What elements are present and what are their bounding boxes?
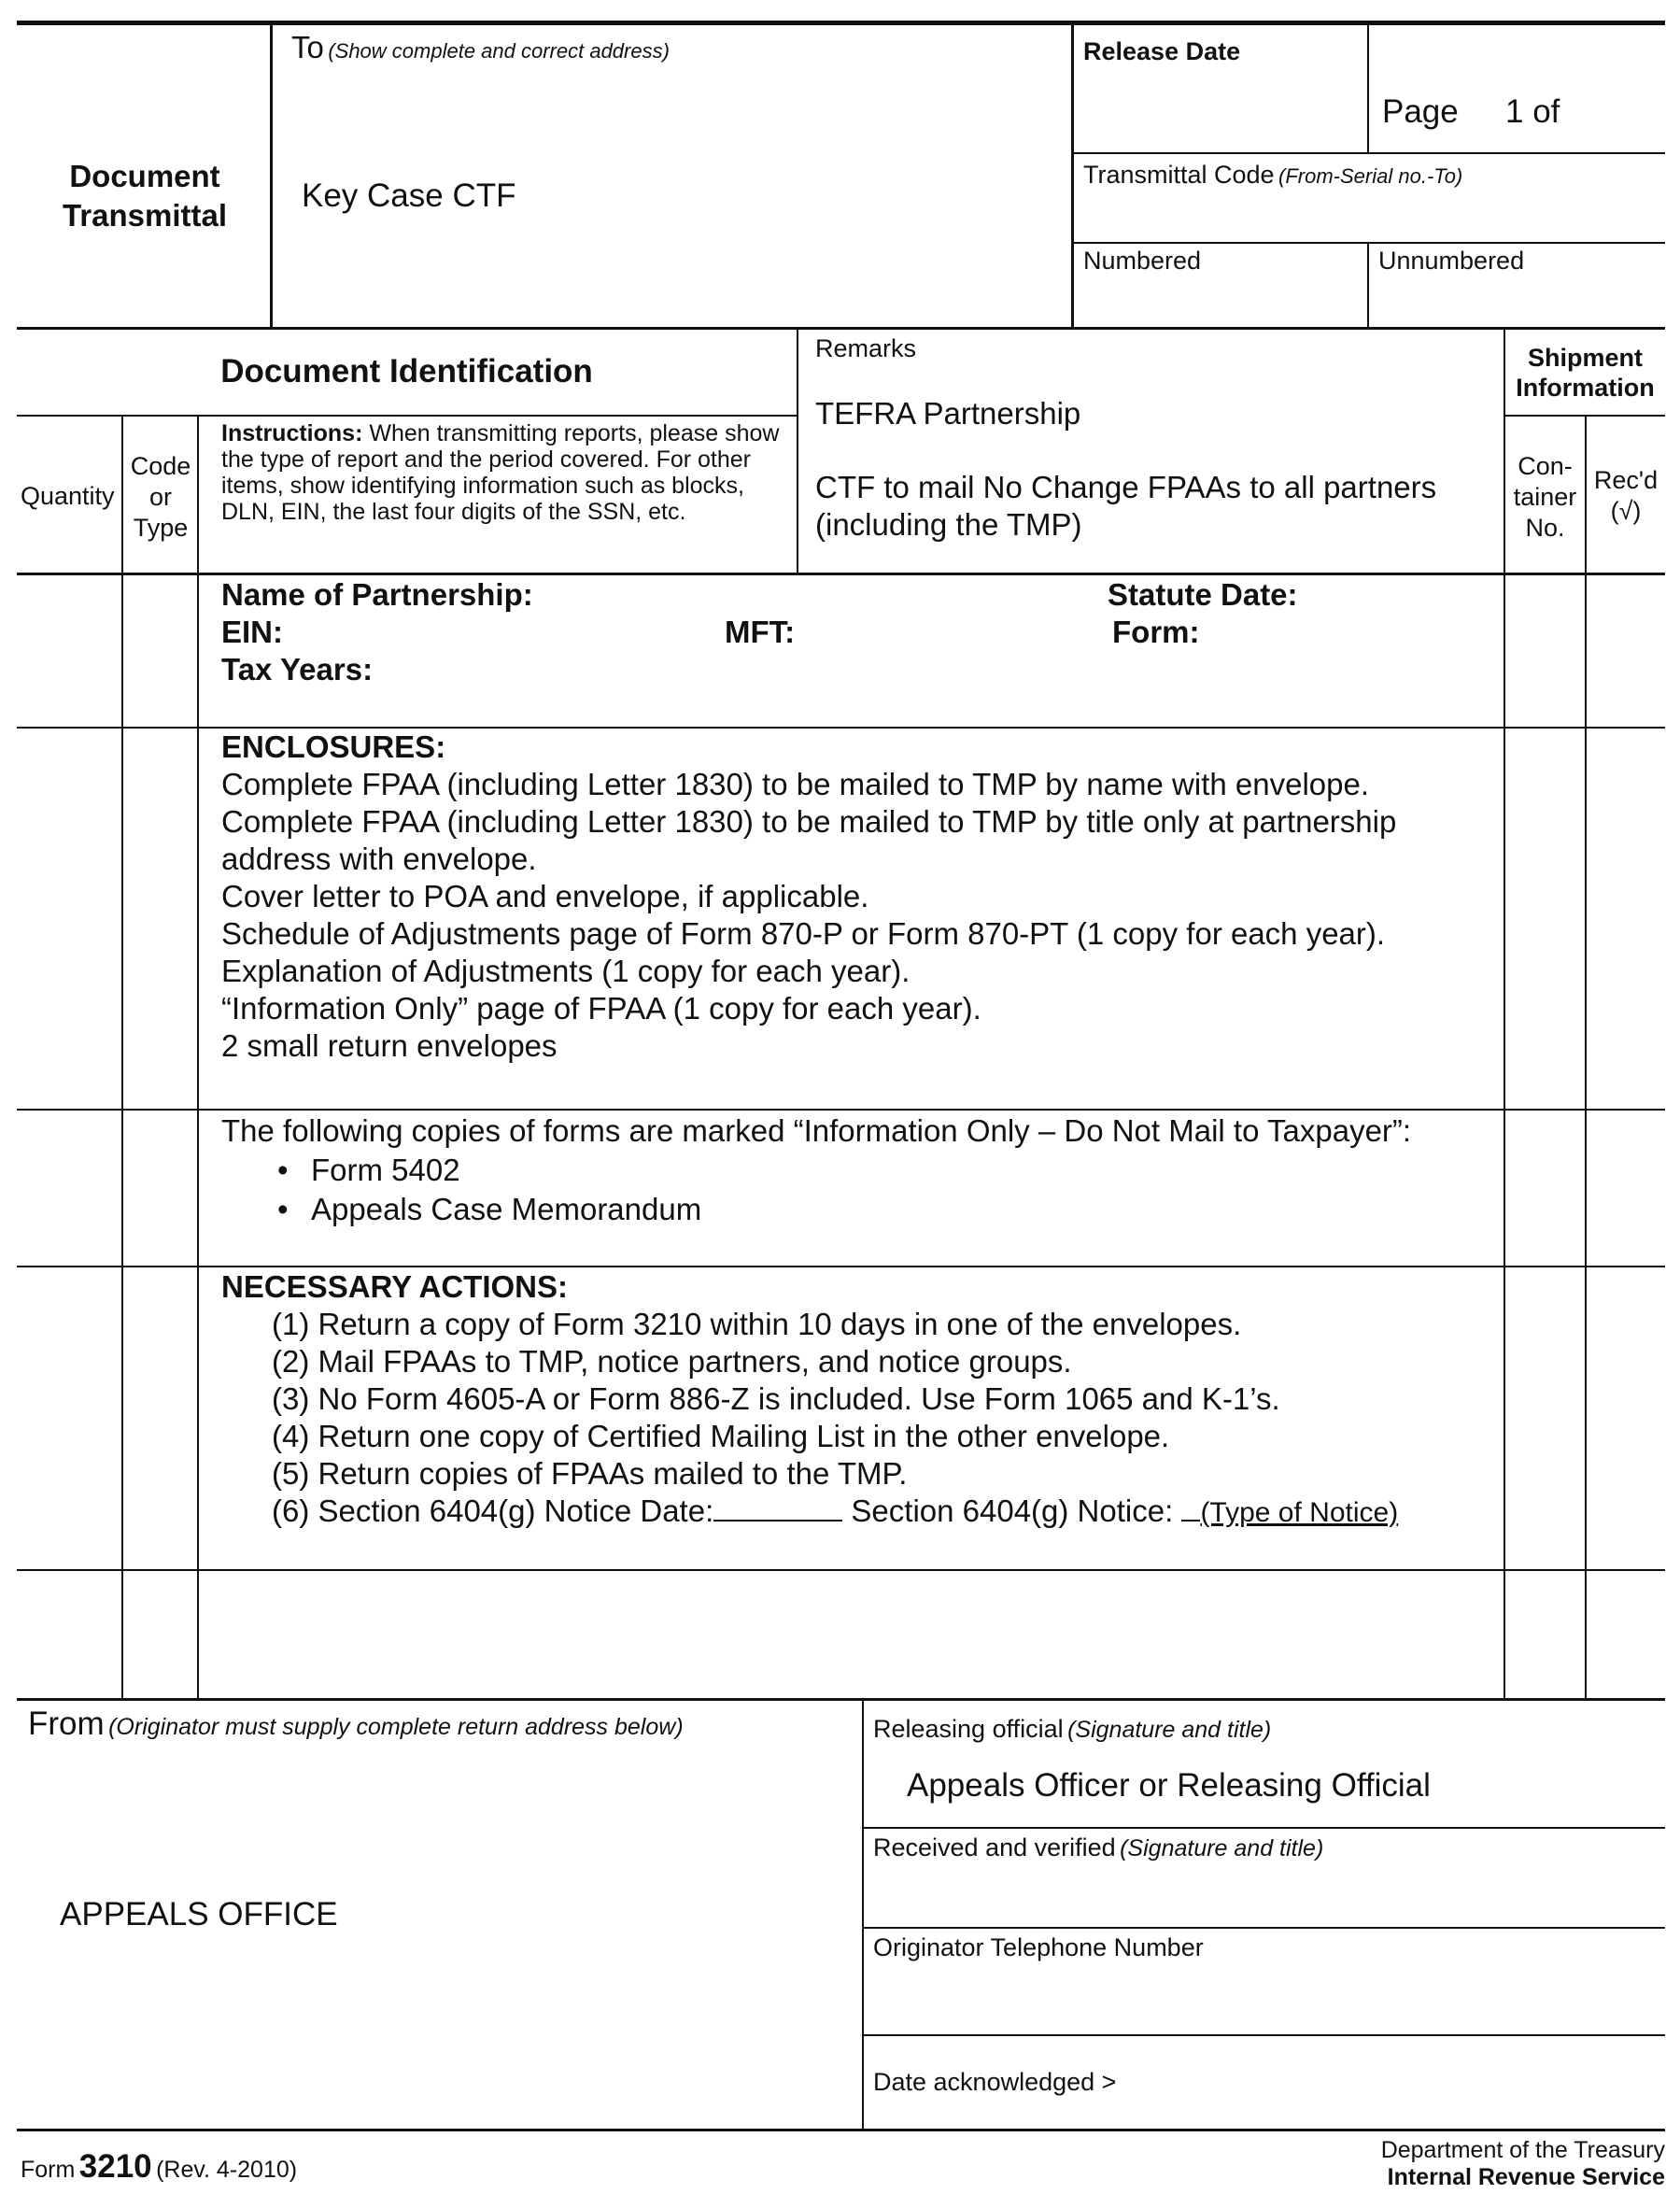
col-recd-header	[1587, 465, 1665, 527]
instructions-label: Instructions:	[221, 420, 363, 446]
from-address-field[interactable]: APPEALS OFFICE	[60, 1896, 338, 1932]
page-label: Page	[1382, 93, 1459, 130]
to-label: To	[291, 30, 324, 64]
numbered-label: Numbered	[1083, 247, 1202, 275]
department-line1: Department of the Treasury	[1380, 2137, 1665, 2163]
transmittal-code-label: Transmittal Code	[1083, 161, 1275, 189]
enclosure-item: Cover letter to POA and envelope, if applicable.	[221, 879, 869, 913]
enclosure-item: Explanation of Adjustments (1 copy for each year).	[221, 954, 911, 988]
information-only-list	[221, 1151, 1499, 1229]
originator-telephone-label: Originator Telephone Number	[873, 1933, 1204, 1961]
releasing-official-label: Releasing official	[873, 1715, 1064, 1743]
to-address-field[interactable]: Key Case CTF	[302, 177, 516, 214]
necessary-actions-list	[221, 1306, 1499, 1532]
form-title-line2: Transmittal	[62, 198, 228, 233]
instructions-body: When transmitting reports, please show the type of report and the period covered. For other items, show identifying information such as blocks, DLN, EIN, the last four digits of the SSN, etc.	[221, 420, 780, 525]
ein-label: EIN:	[221, 615, 283, 649]
form-number: 3210	[78, 2148, 152, 2185]
transmittal-code-hint: (From-Serial no.-To)	[1278, 164, 1463, 188]
necessary-actions-section	[221, 1268, 1499, 1532]
document-identification-title: Document Identification	[220, 353, 593, 389]
notice-type-underline	[1181, 1497, 1200, 1522]
notice-date-field[interactable]	[713, 1497, 842, 1522]
list-item: (3) No Form 4605-A or Form 886-Z is included. Use Form 1065 and K-1’s.	[272, 1381, 1280, 1416]
information-only-section	[221, 1111, 1499, 1229]
tax-years-label: Tax Years:	[221, 652, 374, 686]
form-type-label: Form:	[1112, 615, 1200, 649]
form-prefix: Form	[21, 2157, 76, 2183]
statute-date-label: Statute Date:	[1108, 577, 1298, 612]
date-acknowledged-label: Date acknowledged >	[873, 2068, 1117, 2096]
releasing-official-field[interactable]: Appeals Officer or Releasing Official	[907, 1767, 1431, 1804]
enclosure-item: Complete FPAA (including Letter 1830) to be mailed to TMP by title only at partnership address with envelope.	[221, 804, 1397, 876]
received-verified-hint: (Signature and title)	[1120, 1835, 1324, 1861]
list-item	[272, 1493, 1499, 1532]
department-line2: Internal Revenue Service	[1387, 2164, 1665, 2190]
enclosure-item: Schedule of Adjustments page of Form 870-P or Form 870-PT (1 copy for each year).	[221, 916, 1386, 951]
col-code-or-type-header: Code or Type	[130, 452, 191, 542]
transmittal-code-label-group	[1083, 161, 1462, 190]
notice-type-field[interactable]: (Type of Notice)	[1200, 1497, 1399, 1528]
to-hint: (Show complete and correct address)	[328, 39, 670, 63]
from-label: From	[28, 1706, 105, 1742]
list-item: • Appeals Case Memorandum	[268, 1190, 1499, 1229]
from-hint: (Originator must supply complete return address below)	[108, 1714, 684, 1740]
list-item: (1) Return a copy of Form 3210 within 10 days in one of the envelopes.	[272, 1307, 1242, 1341]
releasing-official-label-group	[873, 1715, 1271, 1744]
information-only-intro: The following copies of forms are marked “Information Only – Do Not Mail to Taxpayer”:	[221, 1113, 1412, 1148]
col-quantity-header: Quantity	[21, 482, 115, 510]
list-item: (4) Return one copy of Certified Mailing List in the other envelope.	[272, 1419, 1170, 1453]
form-revision: (Rev. 4-2010)	[156, 2157, 298, 2183]
releasing-official-hint: (Signature and title)	[1067, 1717, 1272, 1743]
page-value[interactable]: 1 of	[1505, 93, 1560, 130]
list-item: • Form 5402	[268, 1151, 1499, 1190]
partnership-name-label: Name of Partnership:	[221, 577, 533, 612]
notice-type-label: Section 6404(g) Notice:	[851, 1493, 1174, 1528]
list-item: (5) Return copies of FPAAs mailed to the TMP.	[272, 1456, 908, 1491]
remarks-line2[interactable]: CTF to mail No Change FPAAs to all partners (including the TMP)	[815, 470, 1437, 542]
release-date-label: Release Date	[1083, 37, 1241, 65]
unnumbered-label: Unnumbered	[1378, 247, 1525, 275]
form-title-line1: Document	[69, 159, 220, 193]
from-label-group	[28, 1706, 684, 1743]
necessary-actions-title: NECESSARY ACTIONS:	[221, 1269, 568, 1304]
received-verified-label: Received and verified	[873, 1833, 1116, 1861]
mft-label: MFT:	[725, 615, 796, 649]
enclosures-section	[221, 729, 1499, 1065]
enclosure-item: “Information Only” page of FPAA (1 copy for each year).	[221, 991, 981, 1026]
shipment-information-label: Shipment Information	[1516, 344, 1655, 402]
remarks-line1[interactable]: TEFRA Partnership	[815, 396, 1081, 431]
remarks-label: Remarks	[815, 334, 917, 362]
department-label	[1381, 2137, 1665, 2191]
form-number-label	[21, 2148, 297, 2186]
to-label-group	[291, 30, 670, 65]
check-icon: (√)	[1610, 497, 1642, 525]
received-verified-label-group	[873, 1833, 1323, 1862]
col-container-header: Con-tainer No.	[1513, 452, 1577, 542]
col-recd-label: Rec'd	[1593, 466, 1659, 494]
notice-date-label: (6) Section 6404(g) Notice Date:	[272, 1493, 714, 1528]
enclosures-title: ENCLOSURES:	[221, 729, 446, 764]
enclosure-item: Complete FPAA (including Letter 1830) to be mailed to TMP by name with envelope.	[221, 767, 1370, 801]
enclosure-item: 2 small return envelopes	[221, 1028, 558, 1063]
instructions-text	[221, 420, 793, 525]
form-title	[28, 157, 261, 235]
list-item: (2) Mail FPAAs to TMP, notice partners, and notice groups.	[272, 1344, 1072, 1379]
